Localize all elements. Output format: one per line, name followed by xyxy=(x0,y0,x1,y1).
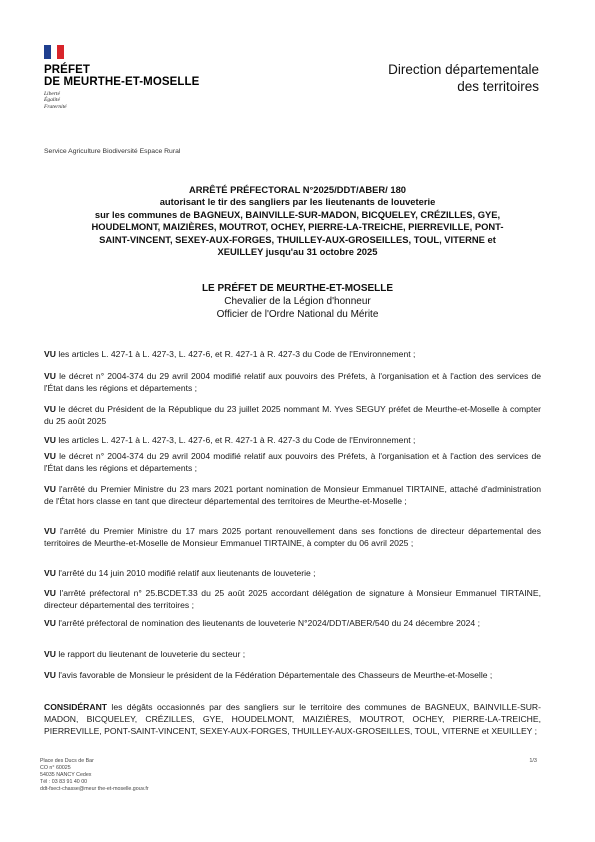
considerant-paragraph: VU l'avis favorable de Monsieur le président de la Fédération Départementale des Chasseurs de Meurthe-et-Moselle ; xyxy=(44,670,493,680)
considerant-paragraph: VU l'arrêté préfectoral n° 25.BCDET.33 du 25 août 2025 accordant délégation de signature à Monsieur Emmanuel TIRTAINE, directeur départemental des territoires ; xyxy=(44,588,542,610)
footer-line: 54035 NANCY Cedex xyxy=(40,772,92,778)
considerant-paragraph: VU le décret n° 2004-374 du 29 avril 2004 modifié relatif aux pouvoirs des Préfets, à l'organisation et à l'action des services de l'État dans les régions et départements ; xyxy=(44,371,541,393)
title-line: autorisant le tir des sangliers par les lieutenants de louveterie xyxy=(159,196,436,208)
considerant-paragraph: VU le décret du Président de la République du 23 juillet 2025 nommant M. Yves SEGUY préfet de Meurthe-et-Moselle à compter du 25 août 2025 xyxy=(44,404,541,426)
prefet-title: LE PRÉFET DE MEURTHE-ET-MOSELLE xyxy=(201,283,394,294)
footer-email: ddt-fsect-chasse@meur the-et-moselle.gouv.fr xyxy=(40,786,149,792)
title-line: SAINT-VINCENT, SEXEY-AUX-FORGES, THUILLEY-AUX-GROSEILLES, TOUL, VITERNE et xyxy=(99,233,496,245)
considerant-paragraph: VU le décret n° 2004-374 du 29 avril 2004 modifié relatif aux pouvoirs des Préfets, à l'organisation et à l'action des services de l'État dans les régions et départements ; xyxy=(44,451,541,473)
prefet-name-line2: DE MEURTHE-ET-MOSELLE xyxy=(44,76,200,88)
motto-egalite: Égalité xyxy=(44,97,60,104)
direction-line2: des territoires xyxy=(457,78,539,94)
footer-line: Tél : 03 83 91 40 00 xyxy=(40,779,88,785)
considerant-paragraph: VU l'arrêté du 14 juin 2010 modifié relatif aux lieutenants de louveterie ; xyxy=(44,568,316,578)
marianne-flag-icon xyxy=(44,45,64,59)
title-line: ARRÊTÉ PRÉFECTORAL N°2025/DDT/ABER/ 180 xyxy=(189,184,406,195)
footer-address xyxy=(40,758,149,793)
footer-line: CO n° 60025 xyxy=(40,765,71,771)
prefet-block xyxy=(40,283,555,321)
page-number: 1/3 xyxy=(529,758,537,764)
prefet-logo xyxy=(44,45,199,110)
motto-fraternite: Fraternité xyxy=(44,103,67,110)
considerant-paragraph: CONSIDÉRANT les dégâts occasionnés par des sangliers sur le territoire des communes de BAGNEUX, BAINVILLE-SUR-MADON, BICQUELEY, CRÉZILLES, GYE, HOUDELMONT, MAIZIÈRES, MOUTROT, OCHEY, PIERRE-LA-TREICHE, PIERREVILLE, PONT-SAINT-VINCENT, SEXEY-AUX-FORGES, THUILLEY-AUX-GROSEILLES, TOUL, VITERNE et XEUILLEY ; xyxy=(44,702,541,736)
title-line: XEUILLEY jusqu'au 31 octobre 2025 xyxy=(217,246,378,258)
considerant-paragraph: VU l'arrêté du Premier Ministre du 23 mars 2021 portant nomination de Monsieur Emmanuel TIRTAINE, attaché d'administration de l'État hors classe en tant que directeur départemental des territoires de Meurthe-et-Moselle ; xyxy=(44,484,542,506)
considerant-paragraph: VU l'arrêté préfectoral de nomination des lieutenants de louveterie N°2024/DDT/ABER/540 du 24 décembre 2024 ; xyxy=(44,618,480,628)
prefet-honour-2: Officier de l'Ordre National du Mérite xyxy=(216,308,379,320)
considerant-paragraph: VU les articles L. 427-1 à L. 427-3, L. 427-6, et R. 427-1 à R. 427-3 du Code de l'Environnement ; xyxy=(44,435,416,445)
considerant-paragraph: VU l'arrêté du Premier Ministre du 17 mars 2025 portant renouvellement dans ses fonctions de directeur départemental des territoires de Meurthe-et-Moselle de Monsieur Emmanuel TIRTAINE, à compter du 06 avril 2025 ; xyxy=(44,526,542,548)
prefet-honour-1: Chevalier de la Légion d'honneur xyxy=(224,295,371,307)
arrete-title xyxy=(40,184,555,258)
title-line: sur les communes de BAGNEUX, BAINVILLE-SUR-MADON, BICQUELEY, CRÉZILLES, GYE, xyxy=(94,208,501,220)
prefet-name-line1: PRÉFET xyxy=(44,64,90,76)
service-name: Service Agriculture Biodiversité Espace Rural xyxy=(44,148,181,155)
title-line: HOUDELMONT, MAIZIÈRES, MOUTROT, OCHEY, PIERRE-LA-TREICHE, PIERREVILLE, PONT- xyxy=(91,221,504,233)
motto-liberte: Liberté xyxy=(44,91,60,97)
direction-name xyxy=(388,62,539,95)
considerant-paragraph: VU le rapport du lieutenant de louveterie du secteur ; xyxy=(44,649,246,659)
republic-motto xyxy=(44,91,199,110)
footer-line: Place des Ducs de Bar xyxy=(40,758,94,764)
considerant-paragraph: VU les articles L. 427-1 à L. 427-3, L. 427-6, et R. 427-1 à R. 427-3 du Code de l'Environnement ; xyxy=(44,349,416,359)
direction-line1: Direction départementale xyxy=(388,62,539,77)
